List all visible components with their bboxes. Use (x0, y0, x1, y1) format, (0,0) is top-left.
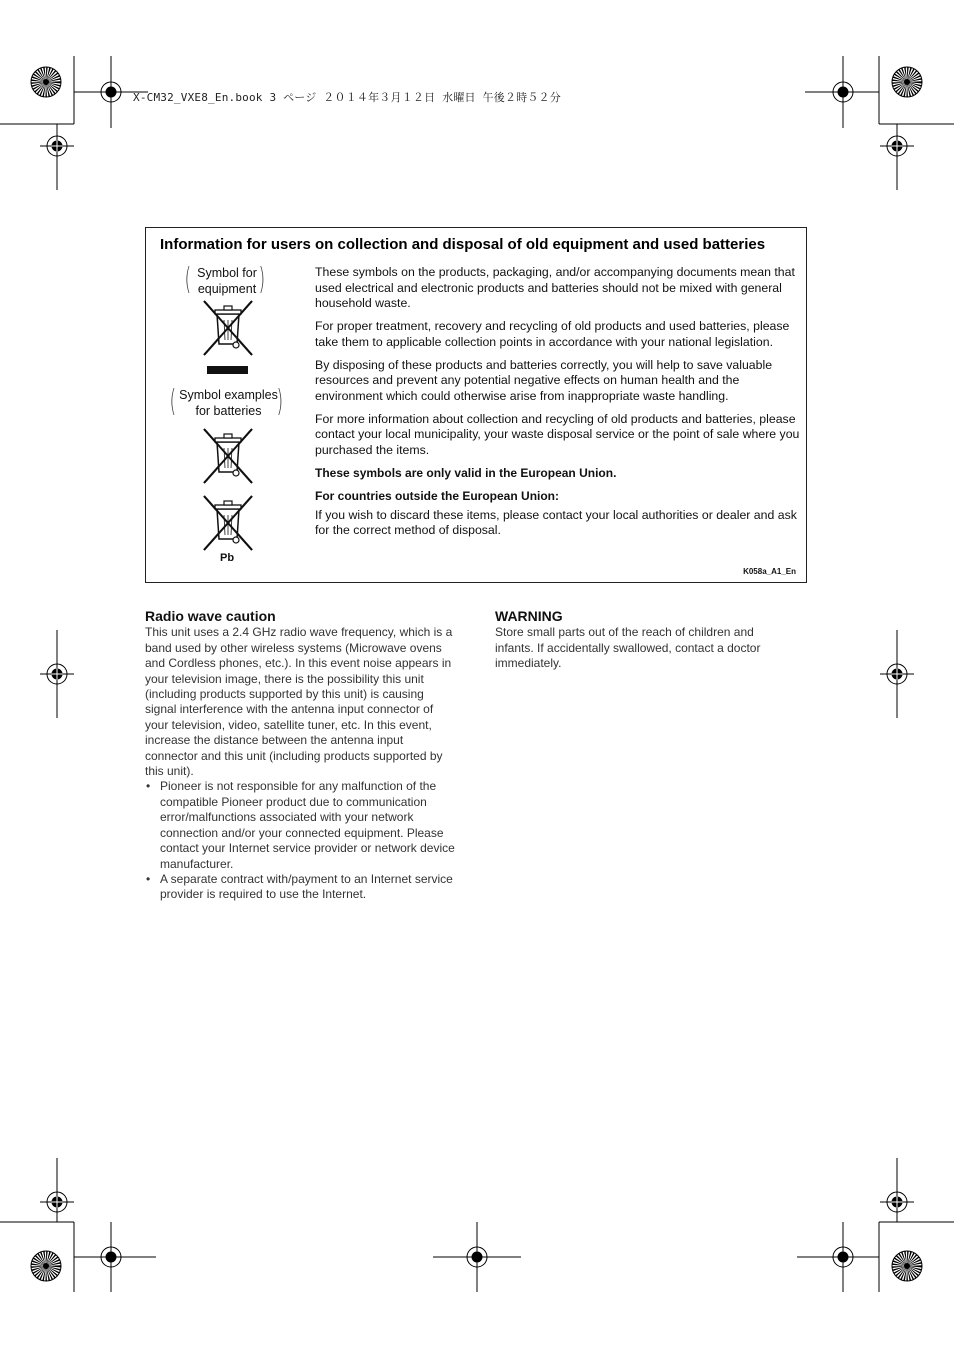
registration-cross-icon (880, 129, 914, 163)
info-paragraph: For more information about collection and recycling of old products and batteries, please contact your local municipality, your waste disposal service or the point of sale where you purchased the items. (315, 411, 800, 457)
crossed-bin-icon (202, 428, 254, 484)
info-box-title: Information for users on collection and disposal of old equipment and used batteries (160, 236, 766, 253)
registration-cross-icon (880, 657, 914, 691)
open-paren: ( (169, 384, 177, 419)
close-paren: ) (276, 384, 284, 419)
list-item: • A separate contract with/payment to an Internet service provider is required to use the Internet. (145, 872, 457, 903)
pb-label: Pb (220, 552, 235, 564)
warning-body: Store small parts out of the reach of children and infants. If accidentally swallowed, contact a doctor immediately. (495, 625, 761, 671)
disposal-info-box (145, 227, 807, 583)
radio-heading: Radio wave caution (145, 608, 276, 624)
radio-bullet-list (145, 779, 457, 902)
registration-cross-icon (40, 129, 74, 163)
close-paren: ) (258, 262, 266, 297)
crossed-bin-icon (202, 300, 254, 356)
warning-section (495, 609, 795, 672)
warning-heading: WARNING (495, 608, 563, 624)
info-paragraph: For proper treatment, recovery and recycling of old products and used batteries, please take them to applicable collection points in accordance with your national legislation. (315, 319, 790, 349)
document-code: K058a_A1_En (743, 567, 796, 576)
info-text-column (315, 265, 801, 546)
registration-cross-icon (40, 657, 74, 691)
registration-star-icon (31, 1251, 61, 1281)
info-paragraph: These symbols on the products, packaging, and/or accompanying documents mean that used electrical and electronic products and batteries should not be mixed with general household waste. (315, 265, 795, 310)
radio-wave-section (145, 609, 457, 903)
outside-eu-heading: For countries outside the European Union: (315, 489, 560, 503)
book-header: X-CM32_VXE8_En.book 3 ページ ２０１４年３月１２日 水曜日 午後２時５２分 (133, 91, 561, 104)
registration-cross-icon (880, 1185, 914, 1219)
radio-body: This unit uses a 2.4 GHz radio wave frequency, which is a band used by other wireless systems (Microwave ovens and Cordless phones, etc.). In this event noise appears in your television image, there is the possibility this unit (including products supported by this unit) is causing signal interference with the antenna input connector of your television, video, satellite tuner, etc. In this event, increase the distance between the antenna input connector and this unit (including products supported by this unit). (145, 625, 453, 779)
symbol-underbar (207, 366, 248, 374)
registration-cross-icon (40, 1185, 74, 1219)
registration-star-icon (892, 67, 922, 97)
symbol-equipment-label: Symbol for equipment (197, 266, 257, 296)
eu-only-note: These symbols are only valid in the European Union. (315, 465, 617, 480)
outside-eu-text: If you wish to discard these items, please contact your local authorities or dealer and ask for the correct method of disposal. (315, 507, 797, 537)
crossed-bin-pb-icon (202, 495, 254, 551)
registration-star-icon (31, 67, 61, 97)
info-paragraph: By disposing of these products and batteries correctly, you will help to save valuable resources and prevent any potential negative effects on human health and the environment which could otherwise arise from inappropriate waste handling. (315, 357, 773, 403)
open-paren: ( (184, 262, 192, 297)
symbol-batteries-label: Symbol examples for batteries (179, 388, 278, 418)
registration-star-icon (892, 1251, 922, 1281)
list-item: • Pioneer is not responsible for any malfunction of the compatible Pioneer product due to communication error/malfunctions associated with your network connection and/or your connected equipment. Please contact your Internet service provider or network device manufacturer. (145, 779, 457, 871)
